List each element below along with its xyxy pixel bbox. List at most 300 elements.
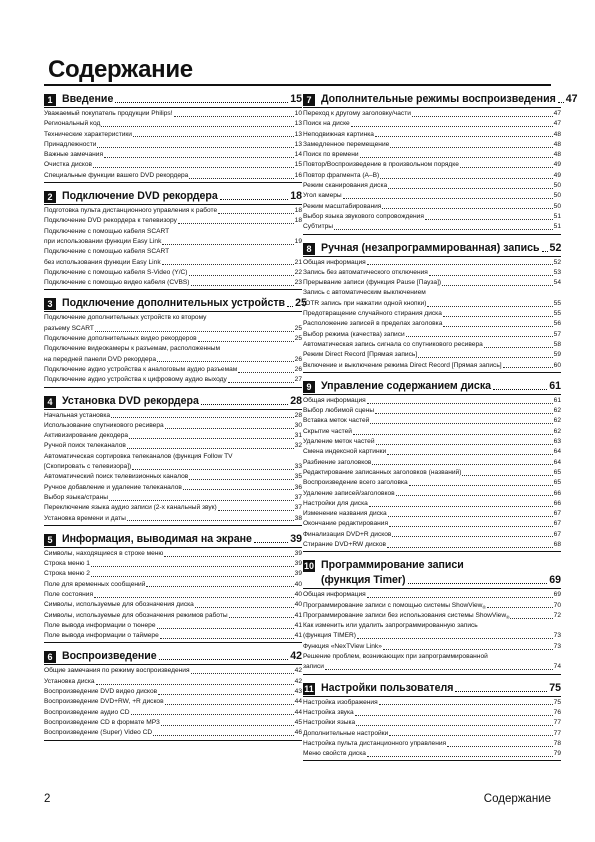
toc-entry[interactable] [44,631,302,641]
dot-leader [162,264,294,265]
dot-leader [325,669,553,670]
entry-title: Ручное добавление и удаление телеканалов [44,483,182,491]
toc-entry[interactable] [44,677,302,687]
toc-entry[interactable] [303,319,561,329]
entry-title: Удаление записей/заголовков [303,489,395,497]
entry-page-number: 13 [294,120,302,128]
dot-leader [367,264,553,265]
toc-section [303,559,561,674]
dot-leader [115,102,288,103]
toc-entry[interactable] [303,268,561,278]
toc-entry[interactable] [303,150,561,160]
entry-title: Повтор фрагмента (A–B) [303,171,380,179]
dot-leader [387,454,553,455]
section-heading[interactable] [303,380,561,394]
entry-page-number: 16 [294,171,302,179]
toc-entry[interactable] [44,462,302,472]
toc-entry[interactable] [303,416,561,426]
toc-entry[interactable] [303,519,561,529]
dot-leader [129,438,294,439]
entry-title: Функция «NexTView Link» [303,642,382,650]
toc-entry[interactable] [303,468,561,478]
entry-title: Удаление меток частей [303,438,375,446]
toc-entry[interactable] [303,396,561,406]
toc-entry[interactable] [303,729,561,739]
section-entries [303,588,561,674]
toc-entry[interactable] [44,130,302,140]
entry-title: Воспроизведение DVD+RW, +R дисков [44,698,164,706]
entry-title: Воспроизведение CD в формате MP3 [44,718,160,726]
entry-page-number: 40 [294,580,302,588]
toc-entry[interactable] [44,206,302,216]
toc-section [44,93,302,183]
entry-page-number: 23 [294,279,302,287]
toc-entry[interactable] [44,268,302,278]
toc-entry[interactable] [44,452,302,462]
toc-entry[interactable] [44,411,302,421]
entry-title: Использование спутникового ресивера [44,421,164,429]
entry-title: Установка диска [44,677,95,685]
toc-entry[interactable] [303,708,561,718]
entry-page-number: 68 [553,540,561,548]
toc-entry[interactable] [303,212,561,222]
toc-entry[interactable] [303,330,561,340]
toc-entry[interactable] [44,421,302,431]
toc-entry[interactable] [44,140,302,150]
entry-page-number: 18 [294,207,302,215]
toc-entry[interactable] [303,130,561,140]
entry-title: Поиск на диске [303,120,350,128]
entry-page-number: 77 [553,719,561,727]
toc-entry[interactable] [303,590,561,600]
toc-entry[interactable] [303,447,561,457]
entry-title: Предотвращение случайного стирания диска [303,310,442,318]
dot-leader [238,372,293,373]
section-heading-line [303,574,561,587]
entry-title: записи [303,663,324,671]
dot-leader [409,485,553,486]
toc-entry[interactable] [303,437,561,447]
entry-title: Режим Direct Record [Прямая запись] [303,351,418,359]
toc-entry[interactable] [44,718,302,728]
section-title: Ручная (незапрограммированная) запись [321,241,540,254]
dot-leader [370,423,552,424]
toc-section [303,242,561,373]
toc-entry[interactable] [44,278,302,288]
entry-page-number: 30 [294,421,302,429]
footer-label: Содержание [483,793,551,805]
dot-leader [542,251,548,252]
section-heading[interactable] [303,242,561,256]
toc-entry[interactable] [44,590,302,600]
entry-page-number: 62 [553,407,561,415]
toc-entry[interactable] [44,687,302,697]
entry-page-number: 58 [553,340,561,348]
section-heading[interactable] [44,93,302,107]
toc-column-left [44,93,307,748]
dot-leader [95,331,294,332]
entry-page-number: 25 [294,324,302,332]
entry-page-number: 67 [553,510,561,518]
toc-entry[interactable] [303,202,561,212]
dot-leader [418,357,553,358]
toc-entry[interactable] [44,324,302,334]
entry-title: разъему SCART [44,324,94,332]
entry-page-number: 66 [553,489,561,497]
entry-title: Неподвижная картинка [303,130,374,138]
toc-entry[interactable] [303,278,561,288]
dot-leader [408,583,548,584]
entry-page-number: 67 [553,530,561,538]
entry-title: Уважаемый покупатель продукции Philips! [44,110,173,117]
section-page-number: 39 [290,532,302,545]
toc-entry[interactable] [44,493,302,503]
section-page-number: 52 [549,241,562,254]
entry-title: Стирание DVD+RW дисков [303,540,387,548]
toc-entry[interactable] [303,749,561,759]
toc-section [303,93,578,235]
dot-leader [369,506,553,507]
section-heading[interactable] [44,650,302,664]
entry-page-number: 55 [553,310,561,318]
entry-title: Подключение аудио устройства к аналоговым аудио разъемам [44,365,238,373]
entry-page-number: 62 [553,417,561,425]
toc-entry[interactable] [303,160,561,170]
entry-title: Общие замечания по режиму воспроизведения [44,667,190,675]
toc-entry[interactable] [44,258,302,268]
toc-entry[interactable] [303,642,561,652]
dot-leader [388,516,553,517]
toc-entry[interactable] [303,489,561,499]
entry-page-number: 59 [553,351,561,359]
dot-leader [429,275,553,276]
entry-page-number: 75 [553,698,561,706]
entry-page-number: 56 [553,320,561,328]
entry-page-number: 13 [294,140,302,148]
entry-page-number: 48 [553,151,561,159]
toc-entry[interactable] [303,119,561,129]
dot-leader [390,147,552,148]
dot-leader [510,618,552,619]
entry-title: Меню свойств диска [303,750,366,758]
dot-leader [178,223,294,224]
section-heading[interactable] [44,190,302,204]
entry-page-number: 35 [294,473,302,481]
toc-entry[interactable] [44,150,302,160]
section-entries [303,256,561,373]
toc-entry[interactable] [44,697,302,707]
toc-entry[interactable] [44,580,302,590]
toc-entry[interactable] [44,365,302,375]
entry-title: Окончание редактирования [303,520,389,528]
toc-entry[interactable] [44,514,302,524]
toc-entry[interactable] [303,698,561,708]
dot-leader [389,735,552,736]
toc-section [44,533,302,644]
toc-entry[interactable] [303,340,561,350]
toc-entry[interactable] [44,472,302,482]
toc-entry[interactable] [44,708,302,718]
toc-column-right [303,93,578,768]
entry-page-number: 43 [294,688,302,696]
dot-leader [127,448,294,449]
entry-page-number: 21 [294,258,302,266]
section-heading[interactable] [44,533,302,547]
dot-leader [396,495,553,496]
section-heading-line [303,559,561,572]
entry-page-number: 37 [294,493,302,501]
dot-leader [442,285,553,286]
toc-entry[interactable] [303,458,561,468]
entry-title: Угол камеры [303,192,342,200]
dot-leader [97,147,293,148]
toc-entry[interactable] [44,600,302,610]
entry-title: Режим масштабирования [303,202,382,210]
entry-title: Подключение с помощью кабеля SCART [44,248,170,256]
dot-leader [412,116,553,117]
entry-title: Вставка меток частей [303,417,370,425]
toc-entry[interactable] [303,222,561,232]
entry-title: Подключение с помощью кабеля S-Video (Y/C) [44,268,188,276]
entry-page-number: 41 [294,632,302,640]
entry-page-number: 37 [294,504,302,512]
toc-entry[interactable] [44,483,302,493]
toc-entry[interactable] [303,191,561,201]
toc-entry[interactable] [303,406,561,416]
dot-leader [425,219,553,220]
toc-entry[interactable] [303,299,561,309]
toc-entry[interactable] [303,350,561,360]
entry-page-number: 18 [294,217,302,225]
entry-page-number: 27 [294,376,302,384]
toc-entry[interactable] [303,309,561,319]
toc-entry[interactable] [44,344,302,354]
entry-page-number: 32 [294,442,302,450]
toc-entry[interactable] [303,601,561,611]
entry-title: Повтор/Воспроизведение в произвольном порядке [303,161,459,169]
section-heading[interactable] [303,682,561,696]
entry-page-number: 13 [294,130,302,138]
dot-leader [201,404,288,405]
toc-entry[interactable] [303,509,561,519]
toc-entry[interactable] [44,611,302,621]
section-page-number: 75 [549,681,561,694]
entry-title: Выбор режима (качества) записи [303,330,405,338]
entry-title: Строка меню 1 [44,560,90,568]
dot-leader [153,735,293,736]
entry-page-number: 51 [553,212,561,220]
dot-leader [558,102,564,103]
toc-entry[interactable] [303,258,561,268]
entry-title: Воспроизведение аудио CD [44,708,130,716]
entry-page-number: 40 [294,590,302,598]
entry-page-number: 55 [553,299,561,307]
entry-title: Замедленное перемещение [303,140,390,148]
section-title: Настройки пользователя [321,681,454,694]
toc-entry[interactable] [44,559,302,569]
dot-leader [229,617,294,618]
section-page-number: 69 [549,574,561,587]
entry-page-number: 64 [553,458,561,466]
toc-entry[interactable] [44,109,302,119]
entry-title: Настройка изображения [303,698,378,706]
toc-entry[interactable] [303,621,561,631]
toc-entry[interactable] [44,503,302,513]
toc-section [44,190,302,290]
dot-leader [165,704,294,705]
toc-entry[interactable] [44,431,302,441]
section-page-number: 61 [549,379,561,392]
dot-leader [101,126,293,127]
registered-mark: ® [506,615,510,621]
entry-page-number: 49 [553,171,561,179]
entry-title: Специальные функции вашего DVD рекордера [44,171,189,179]
toc-entry[interactable] [303,288,561,298]
toc-entry[interactable] [44,549,302,559]
entry-title: Общая информация [303,258,366,266]
entry-page-number: 70 [553,601,561,609]
toc-entry[interactable] [303,739,561,749]
toc-entry[interactable] [303,140,561,150]
entry-title: [Скопировать с телевизора]) [44,463,132,471]
entry-title: Поиск по времени [303,151,359,159]
section-heading[interactable] [303,559,561,588]
section-page-number: 25 [295,297,307,310]
entry-page-number: 46 [294,729,302,737]
toc-section [303,380,561,552]
toc-entry[interactable] [303,171,561,181]
entry-page-number: 42 [294,677,302,685]
section-title: Управление содержанием диска [321,379,492,392]
toc-entry[interactable] [44,216,302,226]
toc-section [44,297,307,387]
section-title-continued: (функция Timer) [321,574,406,587]
toc-entry[interactable] [303,499,561,509]
toc-entry[interactable] [44,160,302,170]
toc-entry[interactable] [303,478,561,488]
section-entries [303,696,561,762]
section-number: 4 [44,396,56,408]
toc-entry[interactable] [303,530,561,540]
entry-title: Режим сканирования диска [303,182,388,190]
toc-entry[interactable] [44,313,302,323]
entry-page-number: 28 [294,411,302,419]
toc-entry[interactable] [303,181,561,191]
entry-title: Как изменить или удалить запрограммированную запись [303,622,478,630]
section-number: 1 [44,94,56,106]
toc-entry[interactable] [44,334,302,344]
dot-leader [353,434,553,435]
section-number: 3 [44,298,56,310]
entry-title: Важные замечания [44,151,104,159]
section-number: 8 [303,243,315,255]
toc-entry[interactable] [44,621,302,631]
entry-page-number: 62 [553,427,561,435]
section-number: 7 [303,94,315,106]
entry-page-number: 60 [553,361,561,369]
dot-leader [487,607,553,608]
dot-leader [375,136,553,137]
toc-entry[interactable] [44,728,302,738]
dot-leader [254,542,288,543]
toc-entry[interactable] [44,569,302,579]
dot-leader [351,126,553,127]
entry-title: Дополнительные настройки [303,729,389,737]
entry-page-number: 41 [294,611,302,619]
section-title: Подключение DVD рекордера [62,190,218,203]
toc-entry[interactable] [44,666,302,676]
toc-entry[interactable] [44,375,302,385]
entry-title: Подключение с помощью кабеля SCART [44,227,170,235]
section-entries [44,547,302,644]
dot-leader [367,756,553,757]
section-entries [44,204,302,290]
toc-entry[interactable] [44,119,302,129]
entry-page-number: 52 [553,258,561,266]
section-heading[interactable] [44,297,307,311]
entry-title: Подключение видеокамеры к разъемам, расположенным [44,345,221,353]
entry-page-number: 65 [553,468,561,476]
toc-entry[interactable] [44,171,302,181]
entry-title: Финализация DVD+R дисков [303,530,392,538]
toc-section [303,682,561,762]
entry-title: Скрытие частей [303,427,352,435]
entry-page-number: 72 [553,611,561,619]
section-number: 6 [44,651,56,663]
toc-entry[interactable] [303,631,561,641]
dot-leader [220,199,288,200]
entry-page-number: 57 [553,330,561,338]
section-heading[interactable] [303,93,578,107]
toc-entry[interactable] [44,247,302,257]
entry-title: Подготовка пульта дистанционного управления к работе [44,207,218,215]
toc-entry[interactable] [303,611,561,621]
dot-leader [287,306,293,307]
toc-entry[interactable] [303,652,561,662]
entry-page-number: 69 [553,591,561,599]
toc-entry[interactable] [44,237,302,247]
toc-entry[interactable] [303,427,561,437]
section-heading[interactable] [44,395,302,409]
entry-page-number: 76 [553,708,561,716]
dot-leader [158,694,293,695]
toc-entry[interactable] [44,441,302,451]
entry-title: Принадлежности [44,140,97,148]
toc-entry[interactable] [303,718,561,728]
entry-page-number: 26 [294,365,302,373]
dot-leader [355,715,553,716]
toc-entry[interactable] [44,227,302,237]
toc-entry[interactable] [303,109,561,119]
toc-entry[interactable] [303,361,561,371]
dot-leader [367,403,553,404]
dot-leader [357,638,553,639]
entry-title: Смена индексной картинки [303,448,387,456]
toc-entry[interactable] [303,662,561,672]
entry-title: Подключение DVD рекордера к телевизору [44,217,177,225]
entry-title: Разбиение заголовков [303,458,372,466]
dot-leader [164,556,293,557]
dot-leader [447,746,553,747]
entry-page-number: 73 [553,632,561,640]
section-number: 11 [304,683,314,694]
toc-entry[interactable] [44,355,302,365]
dot-leader [109,500,294,501]
entry-page-number: 22 [294,268,302,276]
entry-page-number: 63 [553,438,561,446]
toc-entry[interactable] [303,540,561,550]
entry-page-number: 78 [553,739,561,747]
